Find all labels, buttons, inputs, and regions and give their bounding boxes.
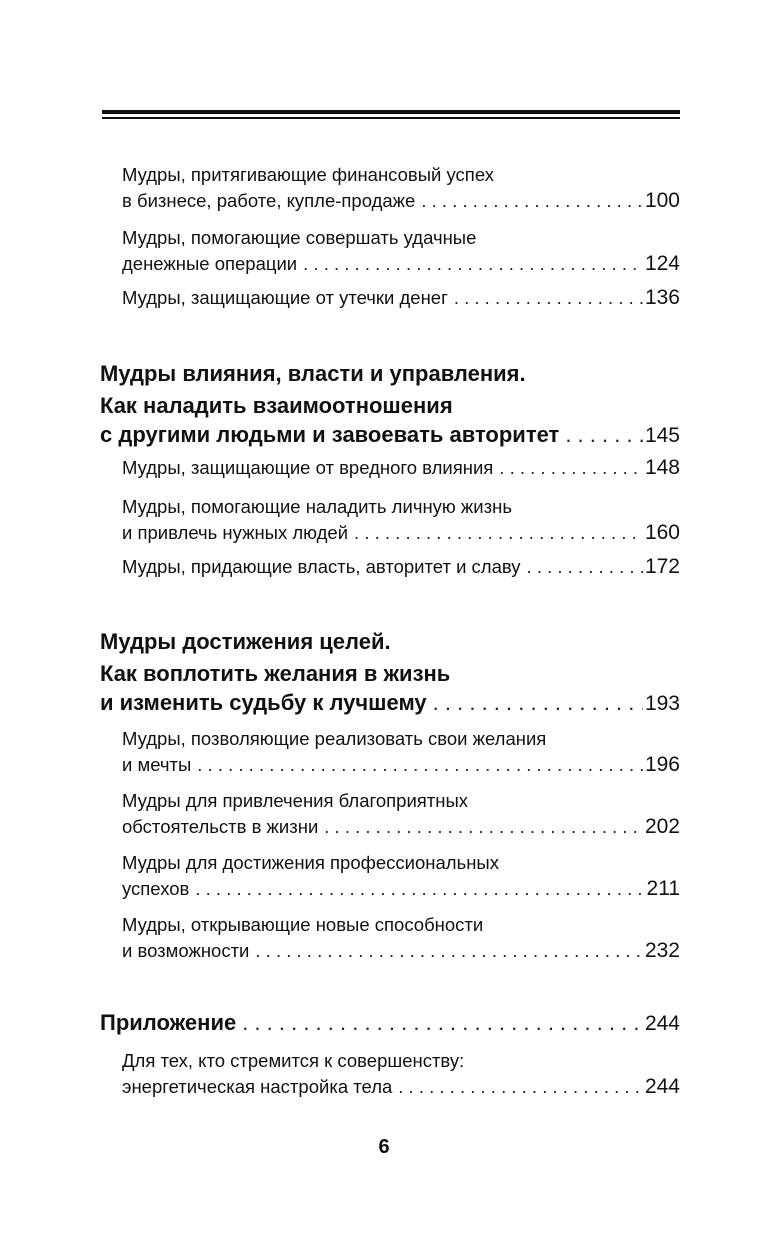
dot-leader bbox=[565, 422, 643, 448]
toc-page-number: 202 bbox=[644, 814, 680, 838]
dot-leader bbox=[324, 816, 643, 838]
toc-entry-personal-life[interactable] bbox=[122, 494, 680, 545]
page-number: 6 bbox=[378, 1136, 390, 1158]
toc-entry-wishes[interactable] bbox=[122, 726, 680, 777]
toc-entry-money-operations[interactable] bbox=[122, 225, 680, 276]
toc-entry-title-line: в бизнесе, работе, купле-продаже bbox=[122, 189, 416, 211]
toc-section-goals[interactable] bbox=[100, 626, 680, 716]
toc-entry-money-leak[interactable] bbox=[122, 286, 680, 310]
toc-entry-title-line: Мудры, притягивающие финансовый успех bbox=[122, 164, 494, 185]
toc-entry-harmful-influence[interactable] bbox=[122, 456, 680, 480]
toc-entry-title-line: Мудры для привлечения благоприятных bbox=[122, 790, 469, 811]
dot-leader bbox=[454, 287, 643, 309]
toc-page-number: 211 bbox=[646, 876, 680, 900]
toc-entry-title-line: Мудры, защищающие от утечки денег bbox=[122, 287, 448, 308]
toc-entry-power-glory[interactable] bbox=[122, 555, 680, 579]
toc-entry-title-line: Мудры для достижения профессиональных bbox=[122, 852, 499, 873]
toc-entry-title-line: энергетическая настройка тела bbox=[122, 1075, 393, 1097]
toc-entry-new-abilities[interactable] bbox=[122, 912, 680, 963]
toc-entry-title-line: Мудры, открывающие новые способности bbox=[122, 914, 484, 935]
dot-leader bbox=[354, 522, 643, 544]
toc-entry-title-line: обстоятельств в жизни bbox=[122, 815, 319, 837]
toc-entry-title-line: и возможности bbox=[122, 939, 250, 961]
toc-page-number: 124 bbox=[644, 251, 680, 275]
toc-entry-title-line: успехов bbox=[122, 877, 190, 899]
toc-entry-favorable-circumstances[interactable] bbox=[122, 788, 680, 839]
toc-section-title-line: и изменить судьбу к лучшему bbox=[100, 689, 427, 715]
dot-leader bbox=[499, 457, 643, 479]
dot-leader bbox=[242, 1010, 643, 1036]
header-rule-thin bbox=[102, 117, 680, 119]
toc-page-number: 145 bbox=[644, 423, 680, 447]
toc-section-title-line: Мудры достижения целей. bbox=[100, 629, 391, 654]
toc-section-title-line: Как воплотить желания в жизнь bbox=[100, 660, 451, 686]
dot-leader bbox=[195, 878, 644, 900]
toc-section-title-line: Как наладить взаимоотношения bbox=[100, 392, 453, 418]
toc-entry-title-line: и мечты bbox=[122, 753, 192, 775]
dot-leader bbox=[433, 690, 643, 716]
toc-section-title-line: Приложение bbox=[100, 1010, 237, 1035]
toc-entry-energy-tuning[interactable] bbox=[122, 1048, 680, 1099]
toc-entry-title-line: Мудры, защищающие от вредного влияния bbox=[122, 457, 494, 478]
dot-leader bbox=[421, 190, 643, 212]
toc-page-number: 193 bbox=[644, 691, 680, 715]
toc-entry-title-line: Мудры, придающие власть, авторитет и славу bbox=[122, 556, 521, 577]
header-rule-thick bbox=[102, 110, 680, 114]
toc-section-title-line: с другими людьми и завоевать авторитет bbox=[100, 421, 560, 447]
toc-entry-title-line: Для тех, кто стремится к совершенству: bbox=[122, 1050, 465, 1071]
toc-page-number: 100 bbox=[644, 188, 680, 212]
toc-page-number: 244 bbox=[644, 1074, 680, 1098]
toc-page-number: 244 bbox=[644, 1012, 680, 1035]
toc-entry-title-line: Мудры, помогающие наладить личную жизнь bbox=[122, 496, 512, 517]
toc-page-number: 232 bbox=[644, 938, 680, 962]
toc-entry-title-line: денежные операции bbox=[122, 252, 298, 274]
toc-entry-title-line: Мудры, позволяющие реализовать свои желания bbox=[122, 728, 547, 749]
dot-leader bbox=[197, 754, 643, 776]
toc-section-appendix[interactable] bbox=[100, 1010, 680, 1036]
toc-page-number: 172 bbox=[644, 555, 680, 578]
toc-page-number: 148 bbox=[644, 456, 680, 479]
toc-page-number: 196 bbox=[644, 752, 680, 776]
dot-leader bbox=[398, 1076, 643, 1098]
toc-page-number: 136 bbox=[644, 286, 680, 309]
toc-entry-title-line: Мудры, помогающие совершать удачные bbox=[122, 227, 477, 248]
dot-leader bbox=[303, 253, 643, 275]
toc-entry-title-line: и привлечь нужных людей bbox=[122, 521, 349, 543]
dot-leader bbox=[255, 940, 643, 962]
dot-leader bbox=[527, 556, 643, 578]
toc-section-title-line: Мудры влияния, власти и управления. bbox=[100, 361, 526, 386]
toc-section-influence[interactable] bbox=[100, 358, 680, 448]
toc-entry-professional-success[interactable] bbox=[122, 850, 680, 901]
toc-entry-financial-success[interactable] bbox=[122, 162, 680, 213]
toc-page-number: 160 bbox=[644, 520, 680, 544]
